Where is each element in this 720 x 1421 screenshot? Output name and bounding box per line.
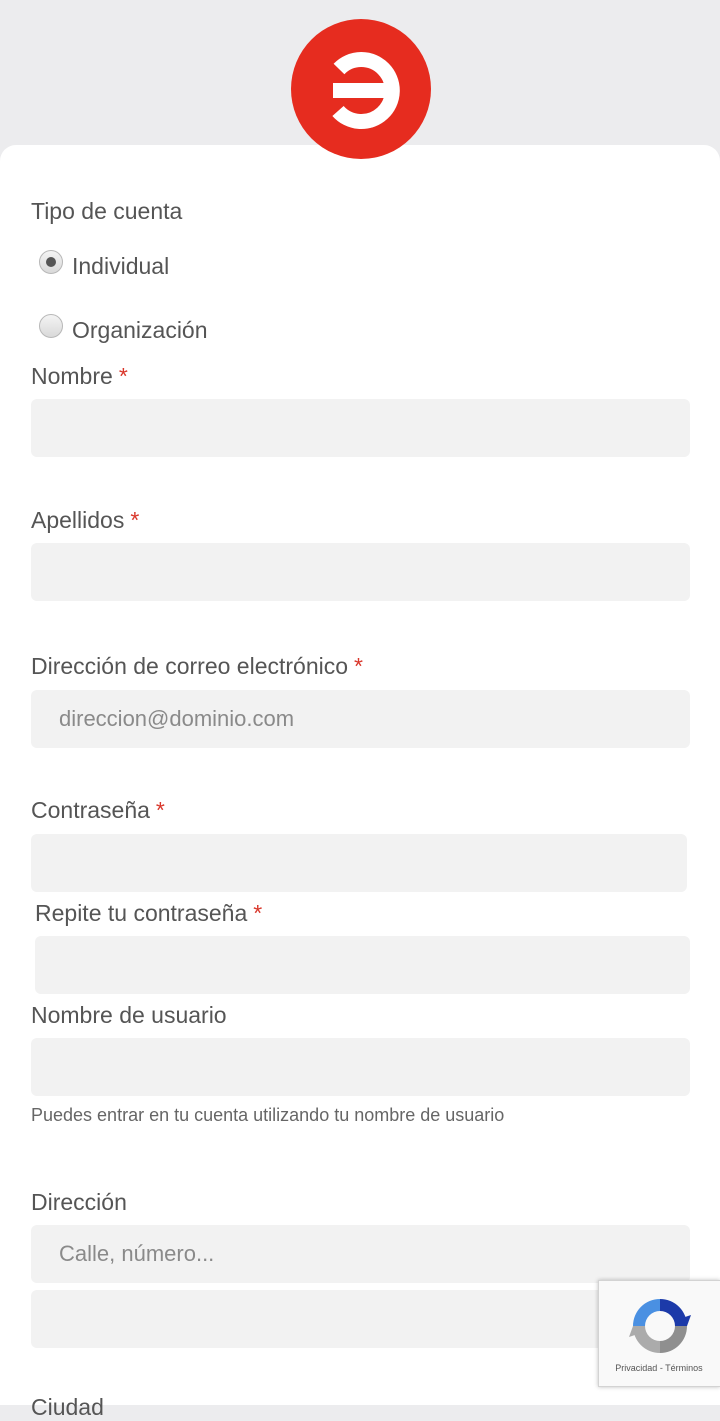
password-repeat-input[interactable] (35, 936, 690, 994)
password-repeat-label-text: Repite tu contraseña (35, 900, 248, 926)
nombre-input[interactable] (31, 399, 690, 457)
required-mark: * (155, 797, 165, 823)
email-input[interactable] (31, 690, 690, 748)
recaptcha-privacy-link[interactable]: Privacidad (615, 1363, 658, 1373)
address-line1-input[interactable] (31, 1225, 690, 1283)
email-label (31, 653, 363, 680)
radio-organizacion-control[interactable] (39, 314, 63, 338)
nombre-label-text: Nombre (31, 363, 113, 389)
recaptcha-badge[interactable] (598, 1280, 720, 1387)
username-help-text: Puedes entrar en tu cuenta utilizando tu nombre de usuario (31, 1105, 505, 1125)
address-line2-input[interactable] (31, 1290, 690, 1348)
account-type-label: Tipo de cuenta (31, 198, 183, 224)
registration-card (0, 145, 720, 1420)
required-mark: * (253, 900, 263, 926)
address-label: Dirección (31, 1189, 127, 1215)
username-input[interactable] (31, 1038, 690, 1096)
radio-organizacion[interactable] (39, 317, 208, 344)
recaptcha-links (599, 1363, 719, 1373)
city-label: Ciudad (31, 1394, 104, 1420)
apellidos-label (31, 507, 139, 534)
recaptcha-separator: - (657, 1363, 666, 1373)
password-label-text: Contraseña (31, 797, 150, 823)
recaptcha-icon (625, 1291, 695, 1361)
radio-individual[interactable] (39, 253, 169, 280)
required-mark: * (130, 507, 140, 533)
password-repeat-label (35, 900, 262, 927)
radio-organizacion-label: Organización (72, 317, 208, 343)
radio-individual-control[interactable] (39, 250, 63, 274)
apellidos-input[interactable] (31, 543, 690, 601)
required-mark: * (354, 653, 363, 679)
email-label-text: Dirección de correo electrónico (31, 653, 349, 679)
password-input[interactable] (31, 834, 687, 892)
required-mark: * (118, 363, 128, 389)
nombre-label (31, 363, 128, 390)
logo[interactable] (291, 19, 431, 159)
username-label: Nombre de usuario (31, 1002, 227, 1028)
radio-individual-label: Individual (72, 253, 170, 279)
recaptcha-terms-link[interactable]: Términos (665, 1363, 703, 1373)
logo-icon (291, 19, 431, 159)
apellidos-label-text: Apellidos (31, 507, 125, 533)
password-label (31, 797, 165, 824)
